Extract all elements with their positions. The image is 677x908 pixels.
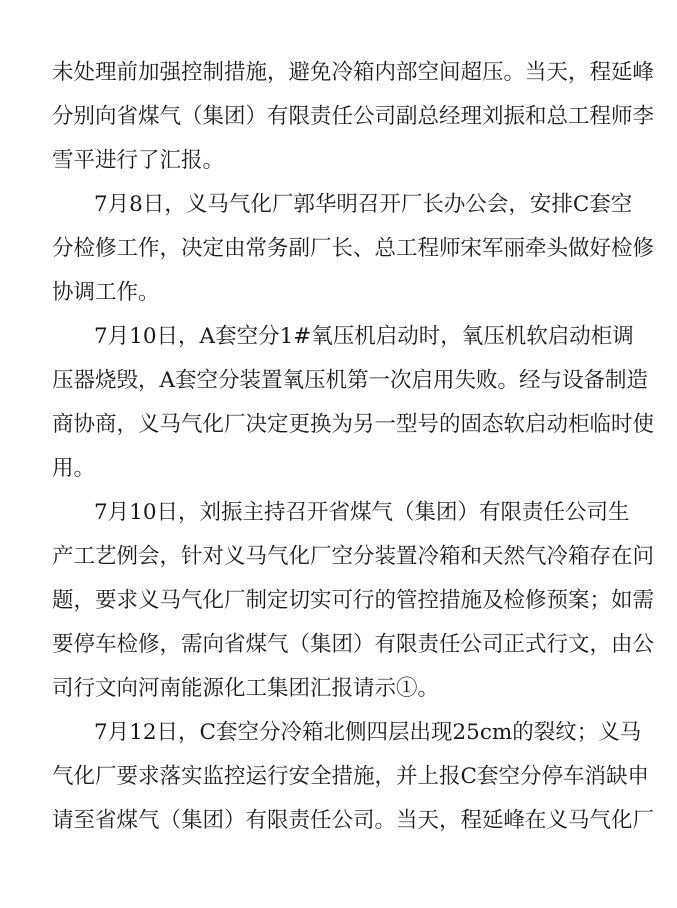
body-line: 分别向省煤气（集团）有限责任公司副总经理刘振和总工程师李	[52, 104, 655, 129]
body-line: 压器烧毁，A套空分装置氧压机第一次启用失败。经与设备制造	[52, 368, 649, 393]
body-line: 气化厂要求落实监控运行安全措施，并上报C套空分停车消缺申	[52, 764, 649, 789]
body-line: 7月10日，A套空分1#氧压机启动时，氧压机软启动柜调	[94, 324, 634, 349]
body-line: 请至省煤气（集团）有限责任公司。当天，程延峰在义马气化厂	[52, 808, 655, 833]
body-line: 分检修工作，决定由常务副厂长、总工程师宋军丽牵头做好检修	[52, 236, 655, 261]
body-line: 未处理前加强控制措施，避免冷箱内部空间超压。当天，程延峰	[52, 60, 655, 85]
body-line: 用。	[52, 456, 96, 481]
body-line: 7月12日，C套空分冷箱北侧四层出现25cm的裂纹；义马	[94, 720, 642, 745]
body-line: 协调工作。	[52, 280, 160, 305]
body-line: 题，要求义马气化厂制定切实可行的管控措施及检修预案；如需	[52, 588, 655, 613]
body-line: 产工艺例会，针对义马气化厂空分装置冷箱和天然气冷箱存在问	[52, 544, 655, 569]
body-line: 商协商，义马气化厂决定更换为另一型号的固态软启动柜临时使	[52, 412, 655, 437]
body-line: 7月10日，刘振主持召开省煤气（集团）有限责任公司生	[94, 500, 630, 525]
body-line: 要停车检修，需向省煤气（集团）有限责任公司正式行文，由公	[52, 632, 655, 657]
body-line: 司行文向河南能源化工集团汇报请示①。	[52, 676, 440, 701]
body-line: 7月8日，义马气化厂郭华明召开厂长办公会，安排C套空	[94, 192, 633, 217]
body-line: 雪平进行了汇报。	[52, 148, 225, 173]
